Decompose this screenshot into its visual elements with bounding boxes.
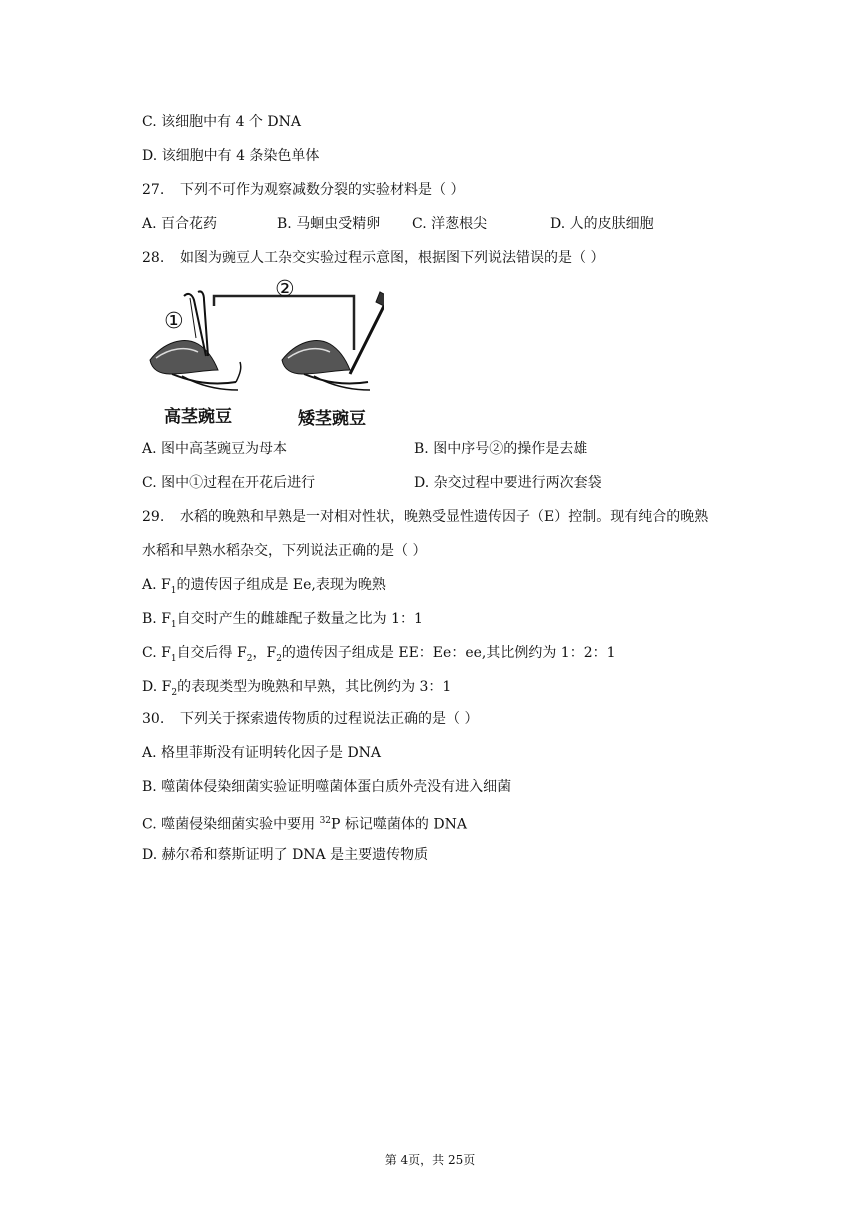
q29-option-a: A. $F_1$的遗传因子组成是 Ee,表现为晚熟 [142, 577, 386, 596]
pea-cross-figure [142, 278, 384, 430]
tall-pea-flower [150, 341, 241, 390]
tall-pea-label: 高茎豌豆 [164, 407, 232, 427]
q30-option-a: A. 格里菲斯没有证明转化因子是 DNA [142, 745, 382, 761]
q27-option-b: B. 马蛔虫受精卵 [277, 216, 381, 232]
q29-option-b: B. $F_1$自交时产生的雌雄配子数量之比为 1：1 [142, 611, 423, 630]
q30-option-b: B. 噬菌体侵染细菌实验证明噬菌体蛋白质外壳没有进入细菌 [142, 779, 512, 795]
q29-option-c: C. $F_1$自交后得 $F_2$，$F_2$的遗传因子组成是 EE：Ee：ee,其比例约为 1：2：1 [142, 645, 616, 664]
question-number: 29. [142, 509, 165, 525]
q28-option-a: A. 图中高茎豌豆为母本 [142, 441, 288, 457]
q27-option-d: D. 人的皮肤细胞 [550, 216, 654, 232]
q28-option-c: C. 图中①过程在开花后进行 [142, 475, 316, 491]
short-pea-label: 矮茎豌豆 [298, 409, 366, 429]
question-text: 如图为豌豆人工杂交实验过程示意图，根据图下列说法错误的是（ ） [180, 250, 605, 266]
question-text: 下列关于探索遗传物质的过程说法正确的是（ ） [180, 711, 479, 727]
marker-2: ② [275, 278, 295, 302]
q27-option-a: A. 百合花药 [142, 216, 218, 232]
bracket-line [214, 296, 354, 350]
q30-option-c: C. 噬菌侵染细菌实验中要用 $^{32}$P 标记噬菌体的 DNA [142, 816, 467, 833]
q28-option-d: D. 杂交过程中要进行两次套袋 [414, 475, 602, 491]
question-text: 下列不可作为观察减数分裂的实验材料是（ ） [180, 182, 465, 198]
q30-option-d: D. 赫尔希和蔡斯证明了 DNA 是主要遗传物质 [142, 847, 429, 863]
short-pea-flower [282, 341, 370, 390]
question-number: 27. [142, 182, 165, 198]
q28-stem [142, 248, 604, 268]
page-footer: 第 4页，共 25页 [384, 1153, 476, 1167]
question-text: 水稻的晚熟和早熟是一对相对性状，晚熟受显性遗传因子（E）控制。现有纯合的晚熟 [180, 509, 709, 525]
q27-option-c: C. 洋葱根尖 [412, 216, 488, 232]
q28-options-row1 [142, 439, 587, 459]
q30-stem [142, 709, 478, 729]
q29-option-d: D. $F_2$的表现类型为晚熟和早熟，其比例约为 3：1 [142, 679, 452, 698]
q26-option-c: C. 该细胞中有 4 个 DNA [142, 114, 301, 130]
question-number: 28. [142, 250, 165, 266]
q29-stem-line1 [142, 507, 708, 527]
marker-1: ① [164, 309, 184, 334]
q27-options [142, 214, 654, 234]
q28-option-b: B. 图中序号②的操作是去雄 [414, 441, 588, 457]
q28-options-row2 [142, 473, 602, 493]
q27-stem [142, 180, 464, 200]
q29-stem-line2: 水稻和早熟水稻杂交，下列说法正确的是（ ） [142, 543, 427, 559]
question-number: 30. [142, 711, 165, 727]
q26-option-d: D. 该细胞中有 4 条染色单体 [142, 148, 320, 164]
